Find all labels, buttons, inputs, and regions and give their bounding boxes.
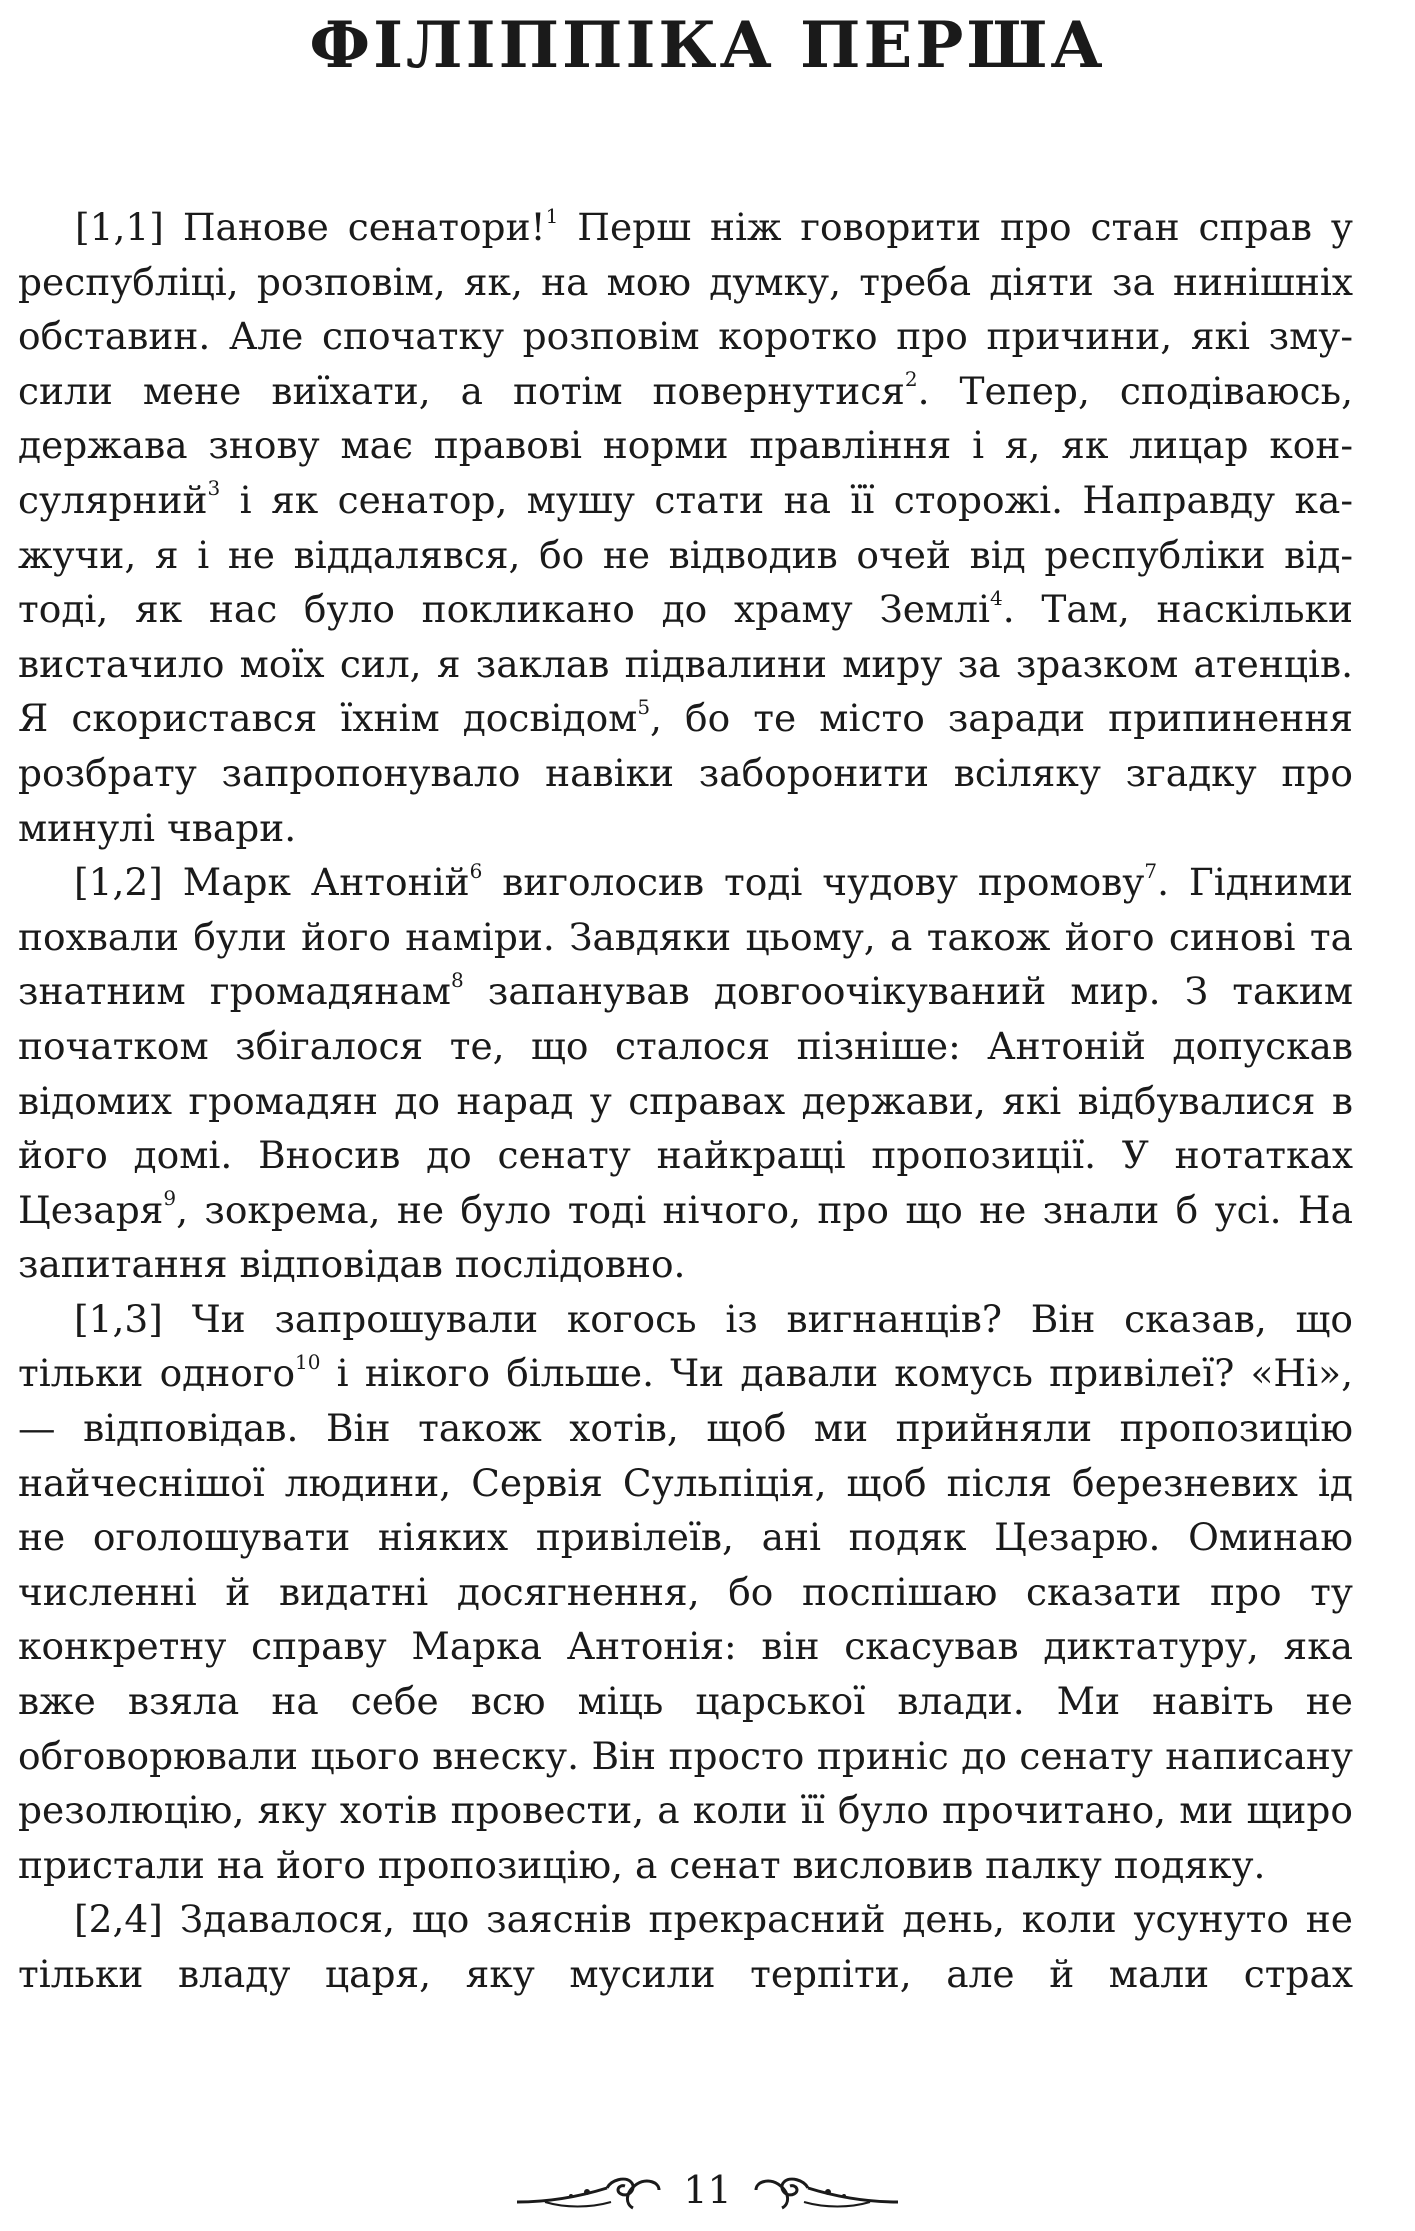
text-run: Перш ніж говорити про стан справ у республіці, розповім, як, на мою думку, треба діяти за нинішніх обставин. Але спочатку розповім коротко про причини, які змусили мене виїхати, а потім повернутися xyxy=(18,205,1353,413)
text-run: [1,1] Панове сенатори! xyxy=(75,205,546,249)
text-run: [1,2] Марк Антоній xyxy=(74,860,470,905)
text-run: . Тепер, сподіваюсь, держава знову має правові норми правління і я, як лицар консулярний xyxy=(18,368,1353,522)
footnote-marker: 9 xyxy=(163,1186,177,1211)
footnote-marker: 7 xyxy=(1144,858,1158,883)
footnote-marker: 4 xyxy=(989,585,1003,610)
text-run: виголосив тоді чудову промову xyxy=(482,860,1145,905)
text-run: . Там, наскільки вистачило моїх сил, я заклав підвалини миру за зразком атенців. Я скористався їхнім досвідом xyxy=(18,587,1353,741)
text-run: [1,3] Чи запрошували когось із вигнанців? Він сказав, що тільки одного xyxy=(18,1296,1353,1396)
page-footer xyxy=(0,2160,1415,2220)
text-run: , зокрема, не було тоді нічого, про що не знали б усі. На запитання відповідав послідовно. xyxy=(18,1187,1353,1287)
paragraph xyxy=(18,1292,1353,1893)
text-run: . Гідними похвали були його наміри. Завдяки цьому, а також його синові та знатним громадянам xyxy=(18,860,1353,1014)
main-text xyxy=(18,200,1353,2002)
text-run: і нікого більше. Чи давали комусь привілеї? «Ні», — відповідав. Він також хотів, щоб ми прийняли пропозицію найчеснішої людини, Сервія Сульпіція, щоб після березневих ід не оголошувати ніяких привілеїв, ані подяк Цезарю. Оминаю численні й видатні досягнення, бо поспішаю сказати про ту конкретну справу Марка Антонія: він скасував диктатуру, яка вже взяла на себе всю міць царської влади. Ми навіть не обговорювали цього внеску. Він просто приніс до сенату написану резолюцію, яку хотів провести, а коли її було прочитано, ми щиро пристали на його пропозицію, а сенат висловив палку подяку. xyxy=(18,1351,1353,1887)
text-run: [2,4] Здавалося, що заяснів прекрасний день, коли усунуто не тільки владу царя, яку мусили терпіти, але й мали страх xyxy=(18,1897,1353,1996)
footnote-marker: 3 xyxy=(207,476,221,501)
scroll-ornament-left-icon xyxy=(515,2168,665,2212)
footnote-marker: 1 xyxy=(545,203,559,228)
footnote-marker: 6 xyxy=(469,858,483,883)
paragraph xyxy=(18,200,1353,855)
footnote-marker: 2 xyxy=(904,367,918,392)
paragraph xyxy=(18,1892,1353,2001)
page-number: 11 xyxy=(683,2168,732,2212)
text-run: запанував довгоочікуваний мир. З таким початком збігалося те, що сталося пізніше: Антоній допускав відомих громадян до нарад у справах держави, які відбувалися в його домі. Вносив до сенату найкращі пропозиції. У нотатках Цезаря xyxy=(18,969,1353,1232)
footnote-marker: 8 xyxy=(450,967,464,992)
footnote-marker: 5 xyxy=(637,694,651,719)
footnote-marker: 10 xyxy=(295,1349,321,1374)
text-run: і як сенатор, мушу стати на її сторожі. Направду кажучи, я і не віддалявся, бо не відводив очей від республіки відтоді, як нас було покликано до храму Землі xyxy=(18,477,1353,632)
scroll-ornament-right-icon xyxy=(750,2168,900,2212)
text-run: , бо те місто заради припинення розбрату запропонувало навіки заборонити всіляку згадку про минулі чвари. xyxy=(18,696,1353,850)
page-title: ФІЛІППІКА ПЕРША xyxy=(309,8,1106,83)
paragraph xyxy=(18,855,1353,1292)
